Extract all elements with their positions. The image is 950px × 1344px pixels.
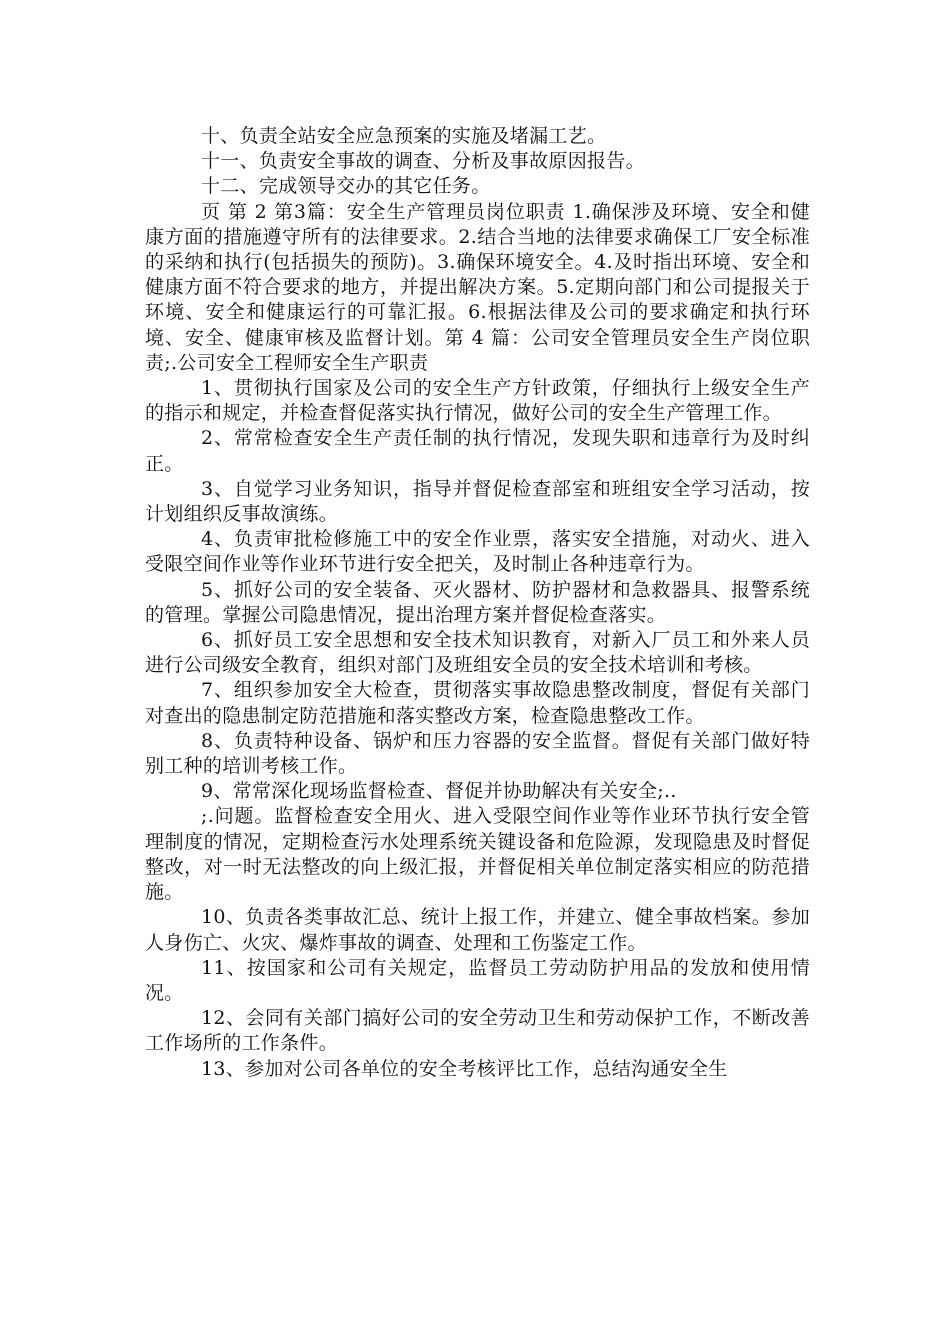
paragraph: 2、常常检查安全生产责任制的执行情况，发现失职和违章行为及时纠正。 [145,427,810,475]
paragraph: 13、参加对公司各单位的安全考核评比工作，总结沟通安全生 [201,1057,728,1080]
paragraph: 12、会同有关部门搞好公司的安全劳动卫生和劳动保护工作，不断改善工作场所的工作条件。 [145,1007,810,1055]
paragraph: 十一、负责安全事故的调查、分析及事故原因报告。 [201,150,645,173]
paragraph: ;.问题。监督检查安全用火、进入受限空间作业等作业环节执行安全管理制度的情况，定期检查污水处理系统关键设备和危险源，发现隐患及时督促整改，对一时无法整改的向上级汇报，并督促相关单位制定落实相应的防范措施。 [145,805,810,904]
paragraph: 1、贯彻执行国家及公司的安全生产方针政策，仔细执行上级安全生产的指示和规定，并检查督促落实执行情况，做好公司的安全生产管理工作。 [145,377,810,425]
paragraph: 9、常常深化现场监督检查、督促并协助解决有关安全;.. [201,780,677,803]
paragraph: 页 第 2 第3篇：安全生产管理员岗位职责 1.确保涉及环境、安全和健康方面的措施遵守所有的法律要求。2.结合当地的法律要求确保工厂安全标准的采纳和执行(包括损失的预防)。3.确保环境安全。4.及时指出环境、安全和健康方面不符合要求的地方，并提出解决方案。5.定期向部门和公司提报关于环境、安全和健康运行的可靠汇报。6.根据法律及公司的要求确定和执行环境、安全、健康审核及监督计划。第 4 篇：公司安全管理员安全生产岗位职责;.公司安全工程师安全生产职责 [145,200,810,374]
paragraph: 3、自觉学习业务知识，指导并督促检查部室和班组安全学习活动，按计划组织反事故演练。 [145,477,810,526]
paragraph: 11、按国家和公司有关规定，监督员工劳动防护用品的发放和使用情况。 [145,956,810,1004]
paragraph: 5、抓好公司的安全装备、灭火器材、防护器材和急救器具、报警系统的管理。掌握公司隐患情况，提出治理方案并督促检查落实。 [145,578,810,626]
paragraph: 十、负责全站安全应急预案的实施及堵漏工艺。 [201,125,607,147]
paragraph: 6、抓好员工安全思想和安全技术知识教育，对新入厂员工和外来人员进行公司级安全教育，组织对部门及班组安全员的安全技术培训和考核。 [145,629,810,677]
paragraph: 7、组织参加安全大检查，贯彻落实事故隐患整改制度，督促有关部门对查出的隐患制定防范措施和落实整改方案，检查隐患整改工作。 [145,679,810,727]
document-body [145,124,810,1082]
paragraph: 4、负责审批检修施工中的安全作业票，落实安全措施，对动火、进入受限空间作业等作业环节进行安全把关，及时制止各种违章行为。 [145,528,810,576]
paragraph: 10、负责各类事故汇总、统计上报工作，并建立、健全事故档案。参加人身伤亡、火灾、爆炸事故的调查、处理和工伤鉴定工作。 [145,906,810,954]
paragraph: 十二、完成领导交办的其它任务。 [201,175,491,198]
paragraph: 8、负责特种设备、锅炉和压力容器的安全监督。督促有关部门做好特别工种的培训考核工作。 [145,729,810,778]
